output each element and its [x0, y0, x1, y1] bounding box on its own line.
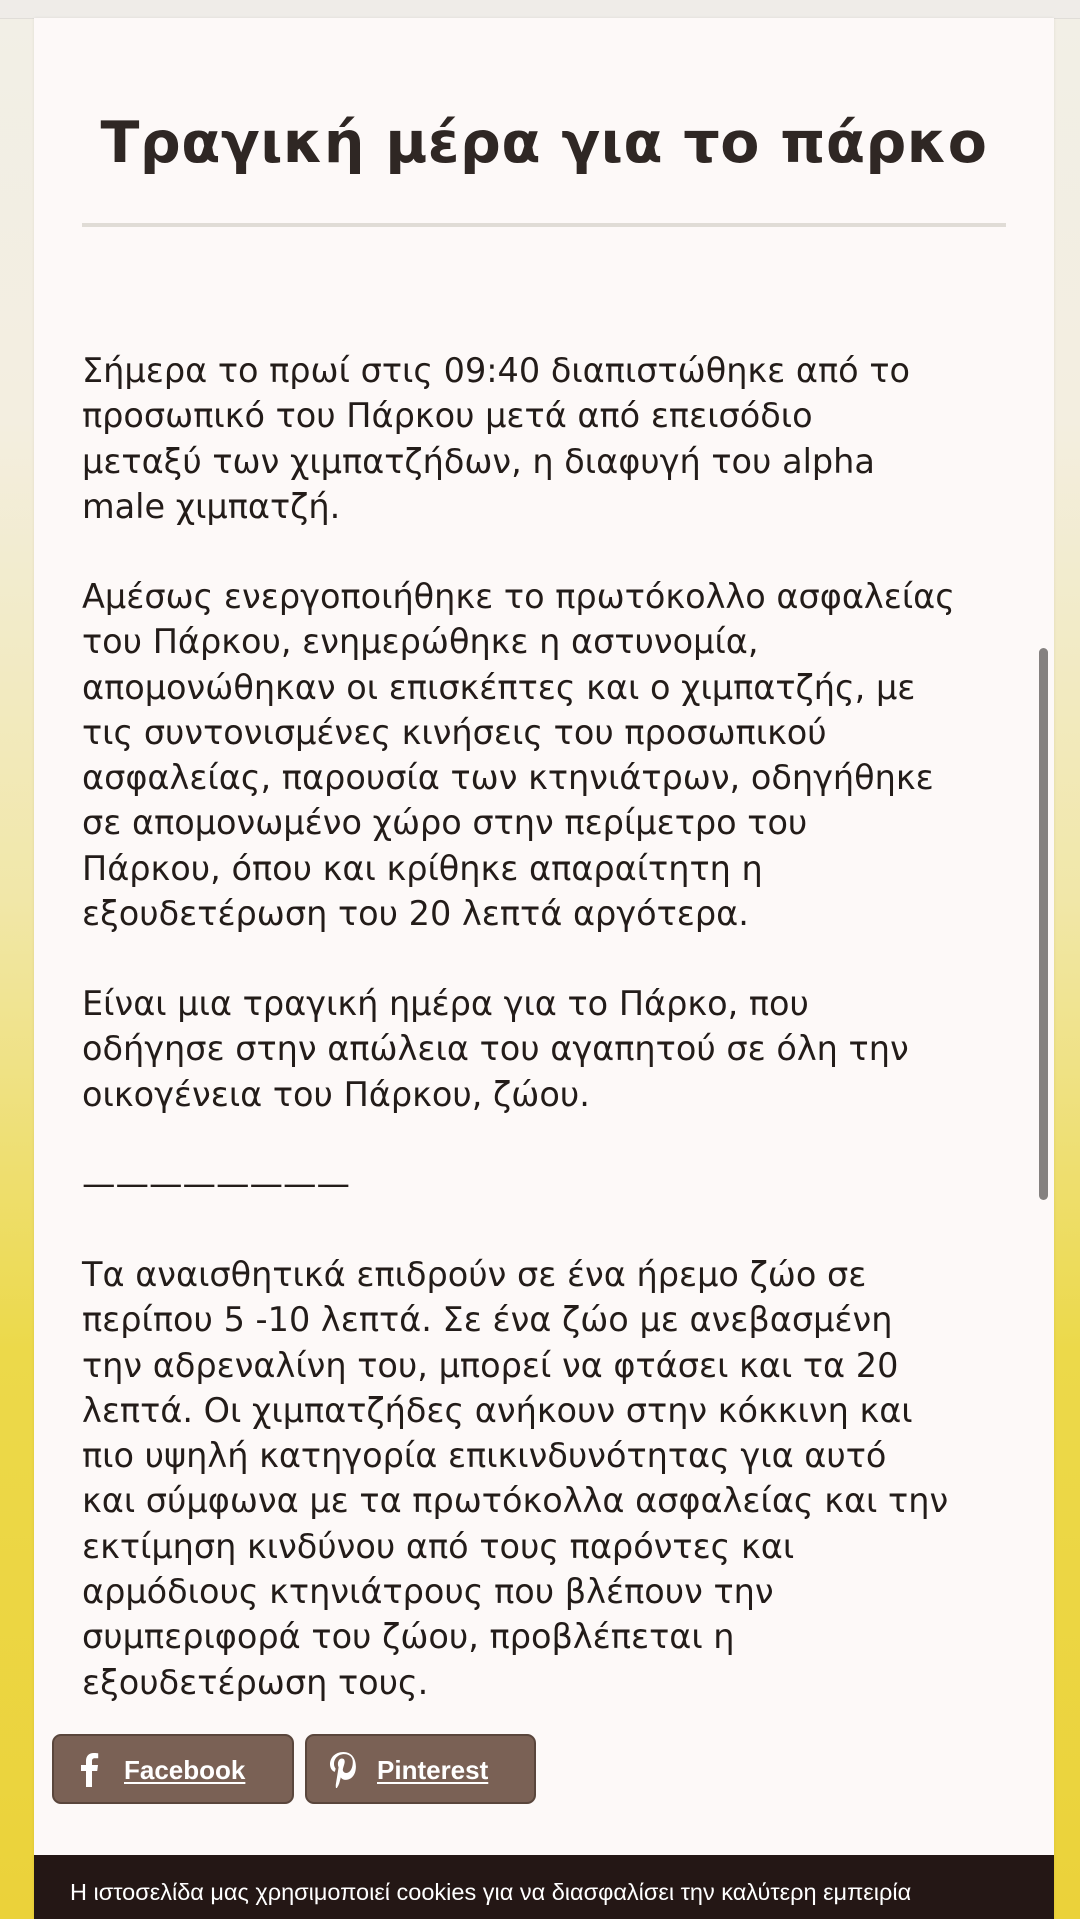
- article-paragraph-1: Σήμερα το πρωί στις 09:40 διαπιστώθηκε από το προσωπικό του Πάρκου μετά από επεισόδιο μεταξύ των χιμπατζήδων, η διαφυγή του alpha male χιμπατζή.: [82, 351, 910, 526]
- article-card: [34, 18, 1054, 1919]
- article-paragraph-3: Είναι μια τραγική ημέρα για το Πάρκο, που οδήγησε στην απώλεια του αγαπητού σε όλη την οικογένεια του Πάρκου, ζώου.: [82, 984, 909, 1114]
- title-divider: [82, 223, 1006, 227]
- browser-top-strip: [0, 0, 1080, 19]
- facebook-label: Facebook: [124, 1755, 246, 1785]
- article-separator: ————————: [82, 1164, 350, 1203]
- article-paragraph-2: Αμέσως ενεργοποιήθηκε το πρωτόκολλο ασφαλείας του Πάρκου, ενημερώθηκε η αστυνομία, απομονώθηκαν οι επισκέπτες και ο χιμπατζής, με τις συντονισμένες κινήσεις του προσωπικού ασφαλείας, παρουσία των κτηνιάτρων, οδηγήθηκε σε απομονωμένο χώρο στην περίμετρο του Πάρκου, όπου και κρίθηκε απαραίτητη η εξουδετέρωση του 20 λεπτά αργότερα.: [82, 577, 955, 934]
- cookie-banner-text: Η ιστοσελίδα μας χρησιμοποιεί cookies για να διασφαλίσει την καλύτερη εμπειρία: [70, 1879, 912, 1905]
- cookie-banner: [34, 1855, 1054, 1919]
- facebook-icon: [72, 1750, 108, 1788]
- pinterest-share-button[interactable]: [305, 1734, 536, 1804]
- pinterest-label: Pinterest: [377, 1755, 489, 1785]
- article-paragraph-4: Τα αναισθητικά επιδρούν σε ένα ήρεμο ζώο σε περίπου 5 -10 λεπτά. Σε ένα ζώο με ανεβασμένη την αδρεναλίνη του, μπορεί να φτάσει και τα 20 λεπτά. Οι χιμπατζήδες ανήκουν στην κόκκινη και πιο υψηλή κατηγορία επικινδυνότητας για αυτό και σύμφωνα με τα πρωτόκολλα ασφαλείας και την εκτίμηση κινδύνου από τους παρόντες και αρμόδιους κτηνιάτρους που βλέπουν την συμπεριφορά του ζώου, προβλέπεται η εξουδετέρωση τους.: [82, 1255, 949, 1702]
- pinterest-icon: [325, 1750, 361, 1788]
- scrollbar-thumb[interactable]: [1039, 648, 1048, 1200]
- page-title: Τραγική μέρα για το πάρκο: [100, 110, 988, 176]
- facebook-share-button[interactable]: [52, 1734, 294, 1804]
